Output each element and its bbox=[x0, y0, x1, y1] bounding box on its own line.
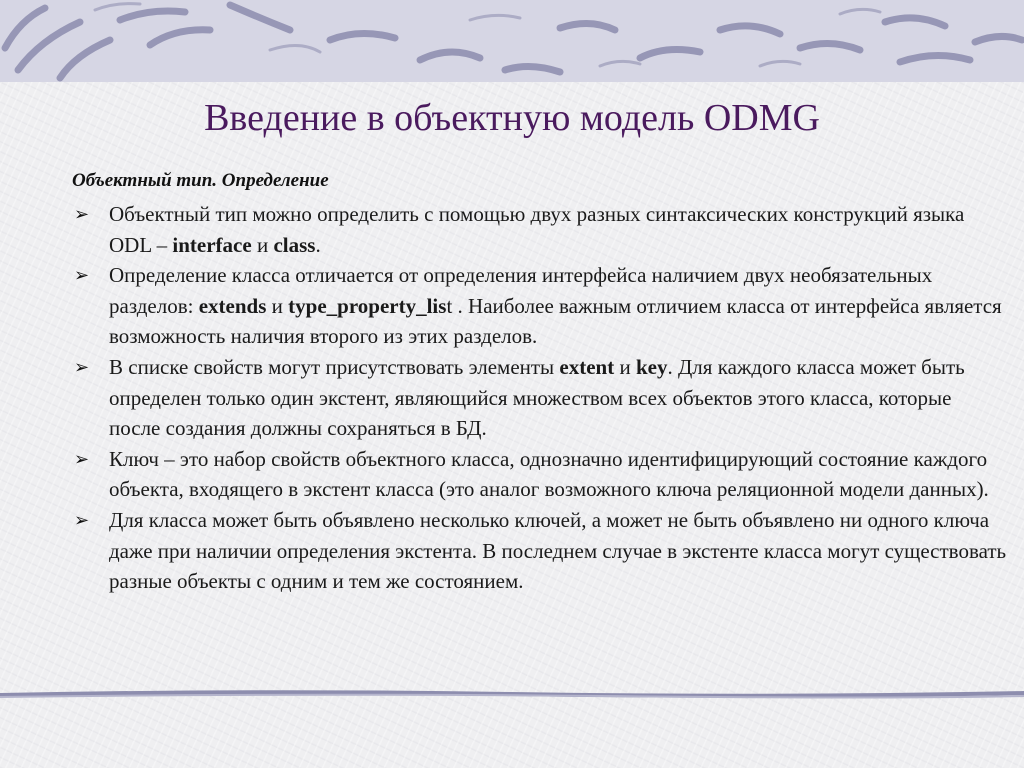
keyword-extends: extends bbox=[198, 293, 267, 318]
bullet-list bbox=[72, 199, 1007, 597]
decorative-strokes bbox=[0, 0, 1024, 82]
bullet-text: Объектный тип можно определить с помощью двух разных синтаксических конструкций языка ODL – bbox=[109, 202, 965, 257]
bullet-text: и bbox=[251, 232, 274, 257]
keyword-key: key bbox=[635, 354, 668, 379]
keyword-extent: extent bbox=[559, 354, 615, 379]
arrow-bullet-icon: ➢ bbox=[74, 204, 90, 224]
bullet-text: Ключ – это набор свойств объектного класса, однозначно идентифицирующий состояние каждого объекта, входящего в экстент класса (это аналог возможного ключа реляционной модели данных). bbox=[109, 446, 989, 502]
arrow-bullet-icon: ➢ bbox=[74, 356, 90, 377]
keyword-class: class bbox=[273, 232, 316, 257]
decorative-top-band bbox=[0, 0, 1024, 82]
bullet-text: t . Наиболее важным отличием класса от интерфейса является возможность наличия второго из этих разделов. bbox=[109, 293, 1002, 349]
bullet-text: и bbox=[266, 293, 289, 318]
keyword-type-property-list: type_property_lis bbox=[288, 293, 447, 318]
bullet-text: Для класса может быть объявлено несколько ключей, а может не быть объявлено ни одного ключа даже при наличии определения экстента. В последнем случае в экстенте класса могут существовать разные объекты с одним и тем же состоянием. bbox=[109, 507, 1007, 594]
bullet-text: . bbox=[315, 232, 321, 257]
arrow-bullet-icon: ➢ bbox=[74, 509, 90, 530]
arrow-bullet-icon: ➢ bbox=[74, 448, 90, 469]
bullet-item bbox=[72, 199, 1007, 260]
section-subheading: Объектный тип. Определение bbox=[72, 170, 329, 191]
bullet-item bbox=[72, 444, 1007, 505]
keyword-interface: interface bbox=[172, 232, 252, 257]
bullet-text: Определение класса отличается от определения интерфейса наличием двух необязательных разделов: bbox=[109, 263, 933, 318]
bullet-text: и bbox=[614, 354, 636, 379]
bullet-item bbox=[72, 505, 1007, 597]
bullet-item bbox=[72, 352, 1007, 444]
bullet-item bbox=[72, 260, 1007, 352]
arrow-bullet-icon: ➢ bbox=[74, 265, 90, 286]
bullet-text: . Для каждого класса может быть определен только один экстент, являющийся множеством всех объектов этого класса, которые после создания должны сохраняться в БД. bbox=[109, 354, 965, 441]
bullet-text: В списке свойств могут присутствовать элементы bbox=[109, 354, 560, 379]
decorative-bottom-line bbox=[0, 688, 1024, 700]
slide-title: Введение в объектную модель ODMG bbox=[204, 97, 820, 139]
